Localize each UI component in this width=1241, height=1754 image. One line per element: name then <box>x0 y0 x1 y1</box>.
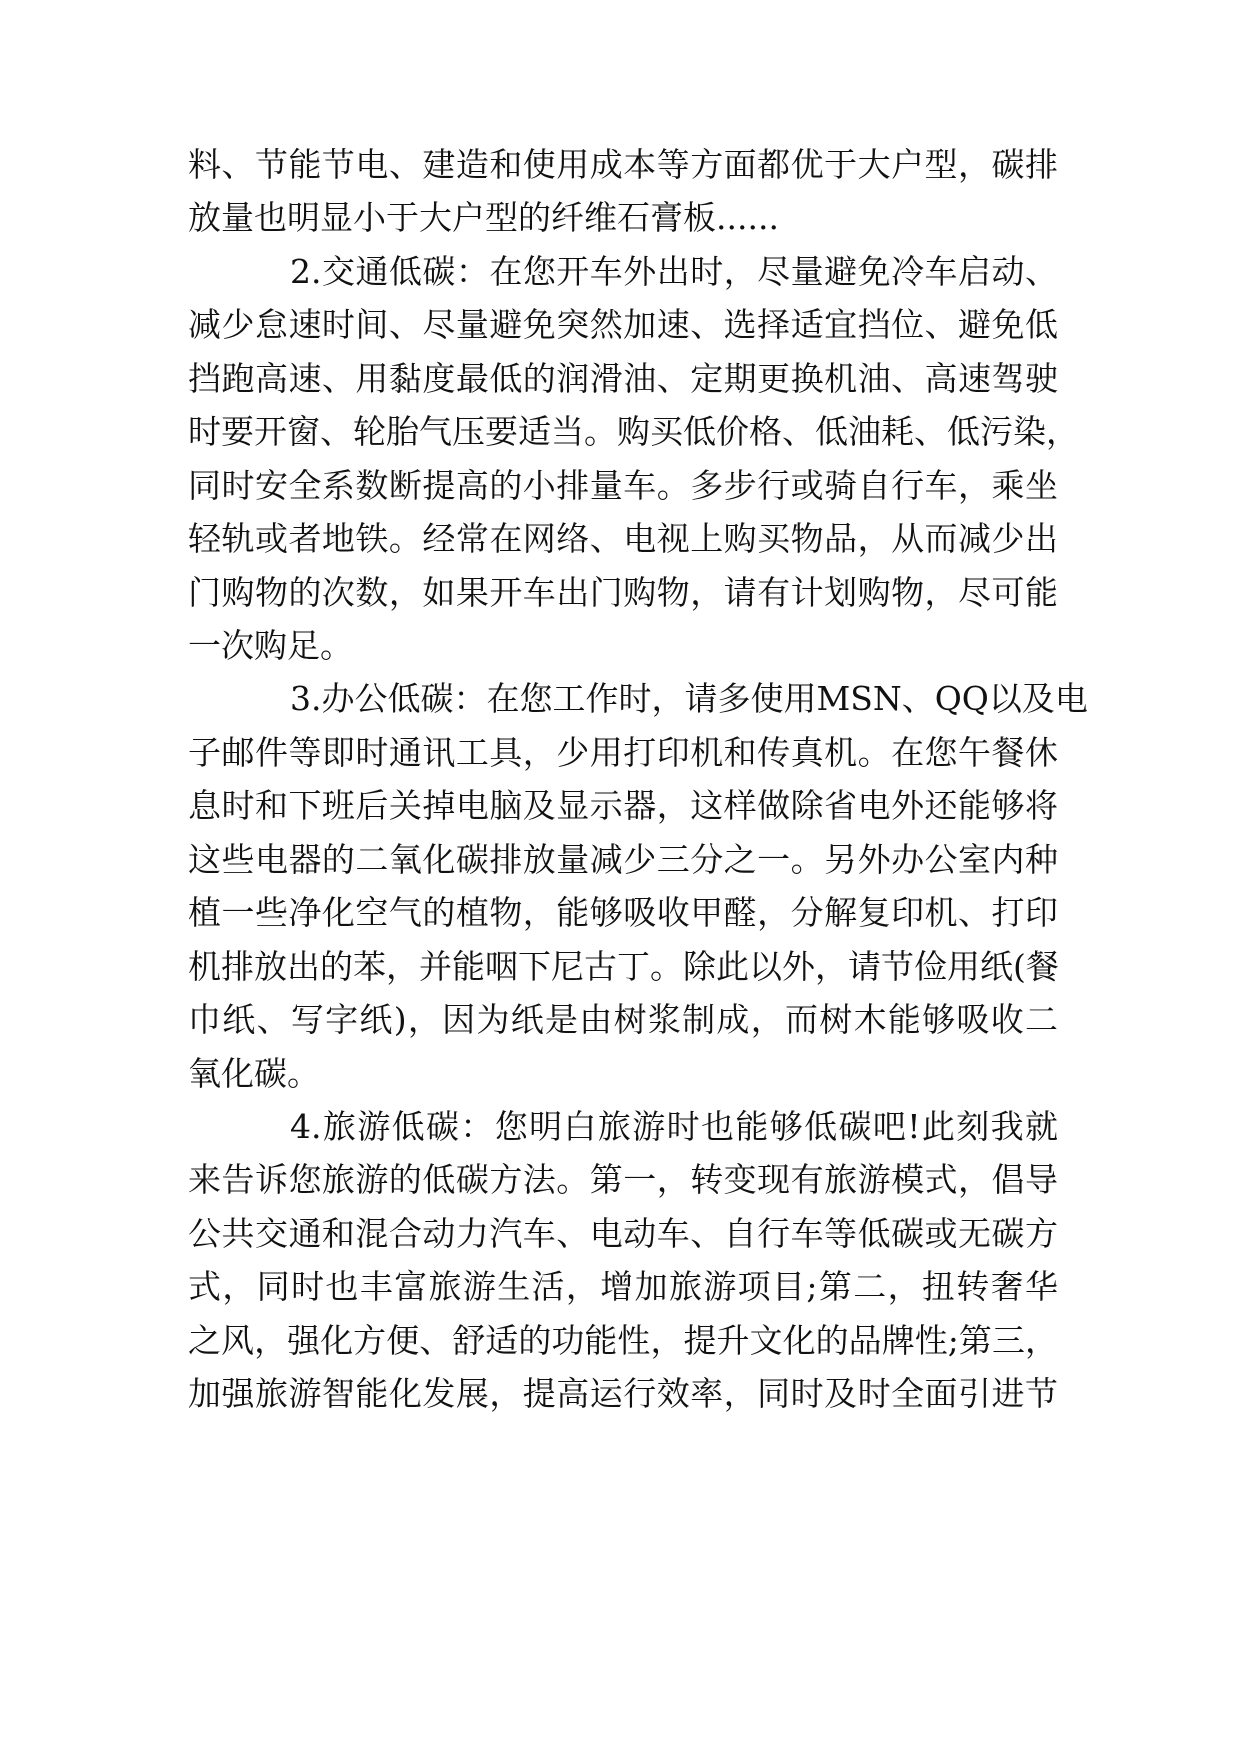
text-line: 机排放出的苯，并能咽下尼古丁。除此以外，请节俭用纸(餐 <box>188 947 1059 986</box>
text-line: 轻轨或者地铁。经常在网络、电视上购买物品，从而减少出 <box>188 519 1058 558</box>
text-line: 公共交通和混合动力汽车、电动车、自行车等低碳或无碳方 <box>188 1214 1058 1253</box>
text-line: 之风，强化方便、舒适的功能性，提升文化的品牌性;第三， <box>188 1321 1058 1360</box>
text-line: 减少怠速时间、尽量避免突然加速、选择适宜挡位、避免低 <box>188 305 1058 344</box>
text-line: 一次购足。 <box>188 626 353 665</box>
text-line: 门购物的次数，如果开车出门购物，请有计划购物，尽可能 <box>188 573 1058 612</box>
text-line: 同时安全系数断提高的小排量车。多步行或骑自行车，乘坐 <box>188 466 1058 505</box>
text-line: 4.旅游低碳：您明白旅游时也能够低碳吧!此刻我就 <box>290 1107 1058 1146</box>
text-line: 挡跑高速、用黏度最低的润滑油、定期更换机油、高速驾驶 <box>188 359 1058 398</box>
text-line: 息时和下班后关掉电脑及显示器，这样做除省电外还能够将 <box>188 786 1058 825</box>
text-line: 巾纸、写字纸)，因为纸是由树浆制成，而树木能够吸收二 <box>188 1000 1058 1039</box>
text-line: 加强旅游智能化发展，提高运行效率，同时及时全面引进节 <box>188 1374 1058 1413</box>
text-line: 2.交通低碳：在您开车外出时，尽量避免冷车启动、 <box>290 252 1058 291</box>
text-line: 时要开窗、轮胎气压要适当。购买低价格、低油耗、低污染， <box>188 412 1079 451</box>
text-line: 3.办公低碳：在您工作时，请多使用MSN、QQ以及电 <box>290 679 1088 718</box>
text-line: 氧化碳。 <box>188 1054 320 1093</box>
text-line: 来告诉您旅游的低碳方法。第一，转变现有旅游模式，倡导 <box>188 1160 1058 1199</box>
text-line: 放量也明显小于大户型的纤维石膏板...... <box>188 198 779 237</box>
text-line: 植一些净化空气的植物，能够吸收甲醛，分解复印机、打印 <box>188 893 1058 932</box>
text-line: 式，同时也丰富旅游生活，增加旅游项目;第二，扭转奢华 <box>188 1267 1058 1306</box>
text-line: 这些电器的二氧化碳排放量减少三分之一。另外办公室内种 <box>188 840 1058 879</box>
text-line: 子邮件等即时通讯工具，少用打印机和传真机。在您午餐休 <box>188 733 1058 772</box>
text-line: 料、节能节电、建造和使用成本等方面都优于大户型，碳排 <box>188 145 1058 184</box>
